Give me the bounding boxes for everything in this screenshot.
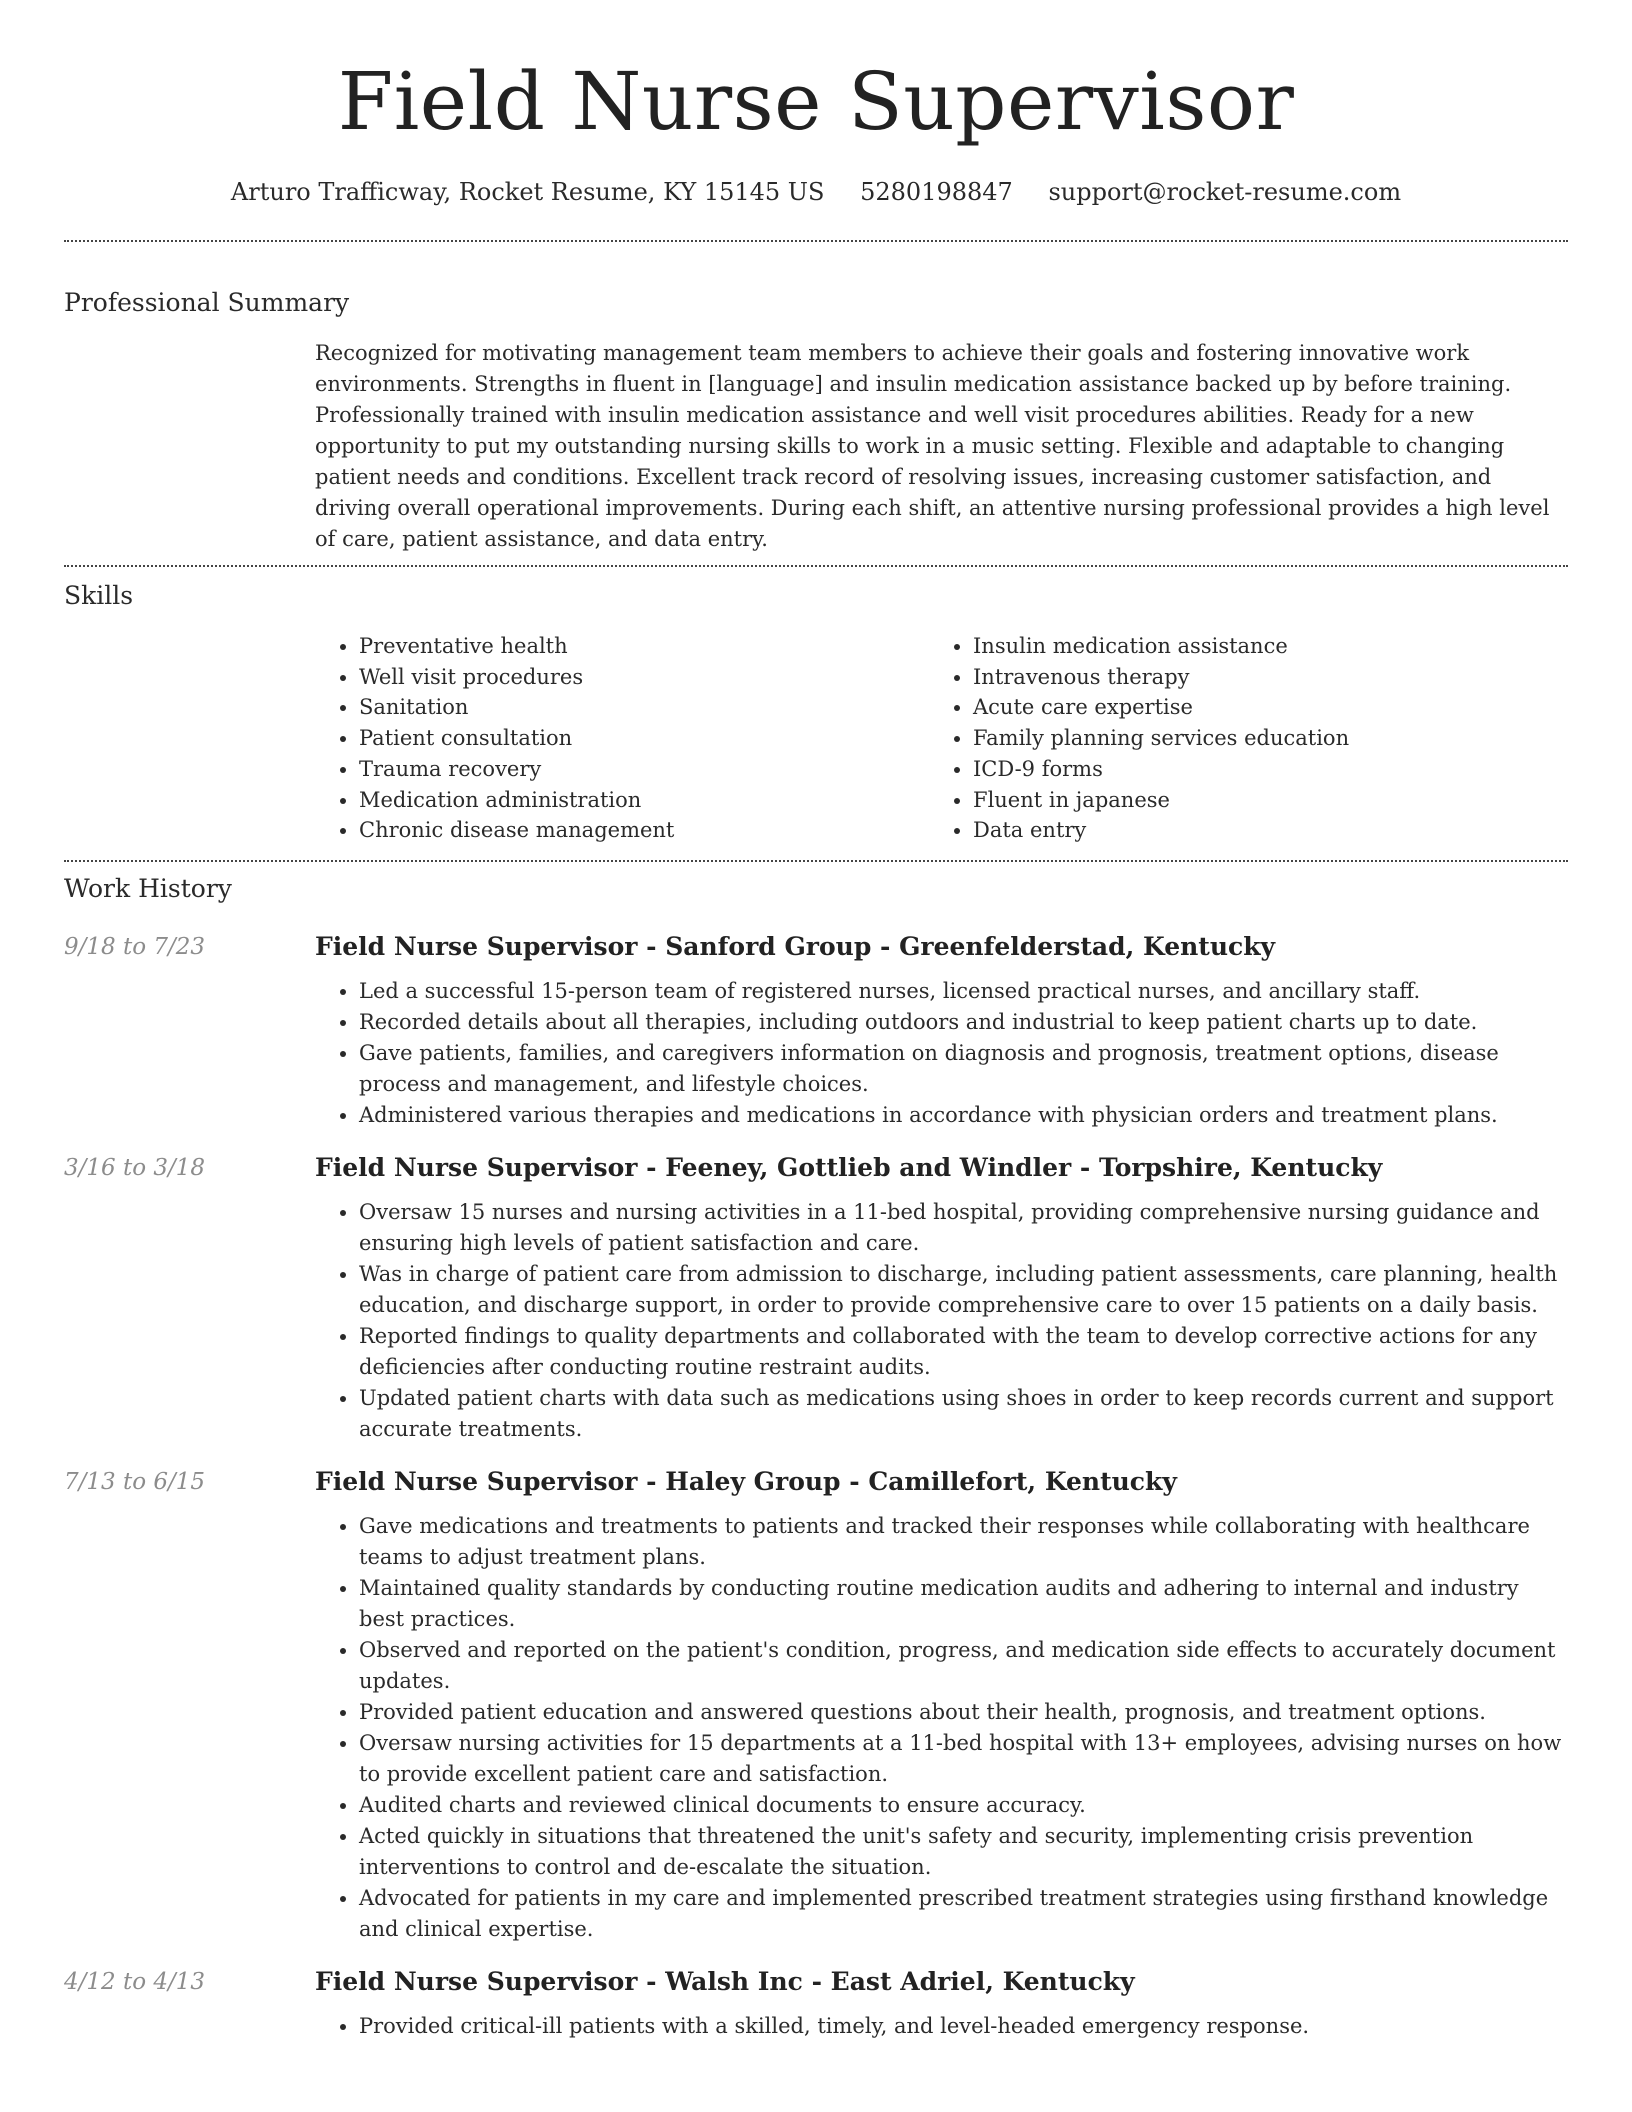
- resume-name: Field Nurse Supervisor: [337, 55, 1295, 148]
- duty-item: • Observed and reported on the patient's condition, progress, and medication side effects to accurately document updates.: [359, 1635, 1568, 1697]
- skill-item: • Chronic disease management: [359, 815, 929, 846]
- section-divider: [64, 860, 1568, 862]
- skills-section: [64, 579, 1568, 846]
- job-duties: [315, 1197, 1568, 1445]
- contact-email: support@rocket-resume.com: [1048, 178, 1402, 206]
- duty-item: • Updated patient charts with data such as medications using shoes in order to keep records current and support accurate treatments.: [359, 1383, 1568, 1445]
- skill-item: • ICD-9 forms: [973, 754, 1543, 785]
- job-heading: Field Nurse Supervisor - Walsh Inc - East Adriel, Kentucky: [315, 1966, 1135, 1996]
- work-history-section: [64, 872, 1568, 2042]
- skills-list-left: [315, 631, 929, 846]
- duty-item: • Oversaw 15 nurses and nursing activities in a 11-bed hospital, providing comprehensive nursing guidance and ensuring high levels of patient satisfaction and care.: [359, 1197, 1568, 1259]
- duty-item: • Provided patient education and answered questions about their health, prognosis, and treatment options.: [359, 1697, 1568, 1728]
- contact-line: [64, 176, 1568, 208]
- skill-item: • Preventative health: [359, 631, 929, 662]
- resume-page: [64, 0, 1568, 2042]
- duty-item: • Led a successful 15-person team of registered nurses, licensed practical nurses, and ancillary staff.: [359, 976, 1568, 1007]
- section-divider: [64, 565, 1568, 567]
- skill-item: • Data entry: [973, 815, 1543, 846]
- skills-list-right: [929, 631, 1543, 846]
- duty-item: • Gave patients, families, and caregivers information on diagnosis and prognosis, treatment options, disease process and management, and lifestyle choices.: [359, 1038, 1568, 1100]
- job-entry: [64, 1965, 1568, 2042]
- skill-item: • Intravenous therapy: [973, 662, 1543, 693]
- skill-item: • Sanitation: [359, 692, 929, 723]
- skill-item: • Patient consultation: [359, 723, 929, 754]
- duty-item: • Reported findings to quality departments and collaborated with the team to develop corrective actions for any deficiencies after conducting routine restraint audits.: [359, 1321, 1568, 1383]
- skill-item: • Insulin medication assistance: [973, 631, 1543, 662]
- section-divider: [64, 240, 1568, 242]
- job-entry: [64, 1151, 1568, 1445]
- duty-item: • Gave medications and treatments to patients and tracked their responses while collaborating with healthcare teams to adjust treatment plans.: [359, 1511, 1568, 1573]
- job-dates: 7/13 to 6/15: [64, 1468, 206, 1495]
- duty-item: • Advocated for patients in my care and implemented prescribed treatment strategies using firsthand knowledge and clinical expertise.: [359, 1883, 1568, 1945]
- job-heading: Field Nurse Supervisor - Sanford Group - Greenfelderstad, Kentucky: [315, 931, 1276, 961]
- job-dates: 9/18 to 7/23: [64, 933, 206, 960]
- job-dates: 4/12 to 4/13: [64, 1968, 206, 1995]
- summary-text: Recognized for motivating management team members to achieve their goals and fostering innovative work environments. Strengths in fluent in [language] and insulin medication assistance backed up by before training. Professionally trained with insulin medication assistance and well visit procedures abilities. Ready for a new opportunity to put my outstanding nursing skills to work in a music setting. Flexible and adaptable to changing patient needs and conditions. Excellent track record of resolving issues, increasing customer satisfaction, and driving overall operational improvements. During each shift, an attentive nursing professional provides a high level of care, patient assistance, and data entry.: [315, 341, 1550, 551]
- contact-address: Arturo Trafficway, Rocket Resume, KY 15145 US: [230, 178, 825, 206]
- contact-phone: 5280198847: [860, 178, 1013, 206]
- work-history-heading: Work History: [64, 873, 232, 903]
- skill-item: • Medication administration: [359, 785, 929, 816]
- skill-item: • Acute care expertise: [973, 692, 1543, 723]
- skills-heading: Skills: [64, 581, 134, 610]
- duty-item: • Provided critical-ill patients with a skilled, timely, and level-headed emergency response.: [359, 2011, 1568, 2042]
- summary-heading: Professional Summary: [64, 288, 350, 317]
- skills-columns: [315, 631, 1568, 846]
- duty-item: • Maintained quality standards by conducting routine medication audits and adhering to internal and industry best practices.: [359, 1573, 1568, 1635]
- duty-item: • Was in charge of patient care from admission to discharge, including patient assessments, care planning, health education, and discharge support, in order to provide comprehensive care to over 15 patients on a daily basis.: [359, 1259, 1568, 1321]
- duty-item: • Acted quickly in situations that threatened the unit's safety and security, implementing crisis prevention interventions to control and de-escalate the situation.: [359, 1821, 1568, 1883]
- job-heading: Field Nurse Supervisor - Haley Group - Camillefort, Kentucky: [315, 1466, 1177, 1496]
- skill-item: • Trauma recovery: [359, 754, 929, 785]
- job-heading: Field Nurse Supervisor - Feeney, Gottlieb and Windler - Torpshire, Kentucky: [315, 1152, 1383, 1182]
- skill-item: • Fluent in japanese: [973, 785, 1543, 816]
- job-duties: [315, 976, 1568, 1131]
- job-duties: [315, 2011, 1568, 2042]
- duty-item: • Oversaw nursing activities for 15 departments at a 11-bed hospital with 13+ employees, advising nurses on how to provide excellent patient care and satisfaction.: [359, 1728, 1568, 1790]
- summary-section: [64, 286, 1568, 555]
- job-dates: 3/16 to 3/18: [64, 1154, 206, 1181]
- job-entry: [64, 930, 1568, 1131]
- duty-item: • Administered various therapies and medications in accordance with physician orders and treatment plans.: [359, 1100, 1568, 1131]
- job-entry: [64, 1465, 1568, 1945]
- duty-item: • Audited charts and reviewed clinical documents to ensure accuracy.: [359, 1790, 1568, 1821]
- skill-item: • Family planning services education: [973, 723, 1543, 754]
- duty-item: • Recorded details about all therapies, including outdoors and industrial to keep patient charts up to date.: [359, 1007, 1568, 1038]
- job-duties: [315, 1511, 1568, 1945]
- skill-item: • Well visit procedures: [359, 662, 929, 693]
